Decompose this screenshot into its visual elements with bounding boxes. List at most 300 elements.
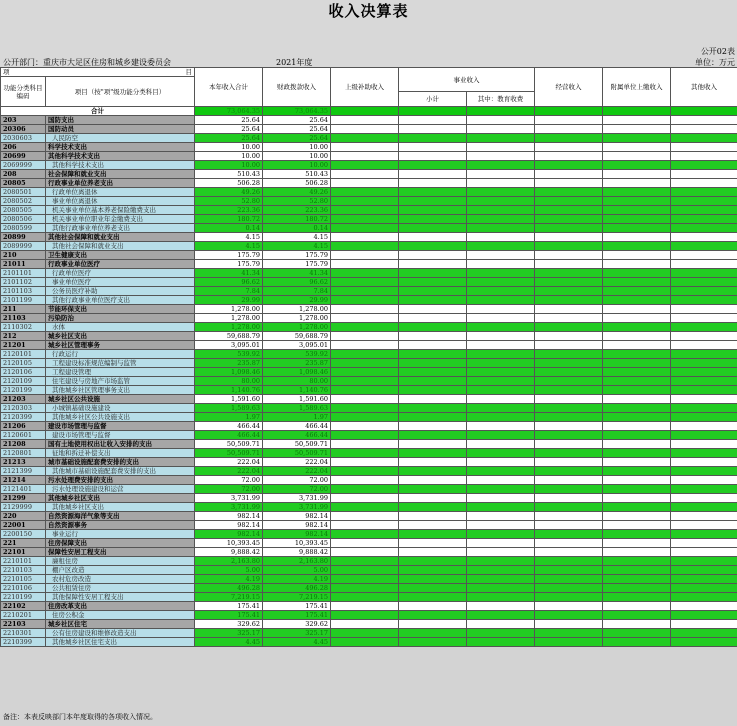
cell-empty[interactable] [535,116,603,125]
cell-empty[interactable] [467,395,535,404]
cell-name[interactable]: 其他城乡社区管理事务支出 [46,386,195,395]
cell-empty[interactable] [331,485,399,494]
cell-name[interactable]: 自然资源事务 [46,521,195,530]
cell-code[interactable]: 2210103 [1,566,46,575]
cell-empty[interactable] [467,134,535,143]
cell-total-income[interactable]: 10.00 [195,152,263,161]
cell-empty[interactable] [671,422,737,431]
cell-empty[interactable] [467,377,535,386]
cell-empty[interactable] [467,116,535,125]
cell-empty[interactable] [467,422,535,431]
cell-empty[interactable] [603,260,671,269]
cell-code[interactable]: 2121399 [1,467,46,476]
cell-total-income[interactable]: 4.15 [195,242,263,251]
cell-fiscal[interactable]: 175.79 [263,260,331,269]
cell-name[interactable]: 污染防治 [46,314,195,323]
cell-fiscal[interactable]: 222.04 [263,467,331,476]
cell-name[interactable]: 其他城乡社区住宅支出 [46,638,195,647]
cell-empty[interactable] [603,314,671,323]
cell-code[interactable]: 2120399 [1,413,46,422]
cell-empty[interactable] [331,296,399,305]
cell-code[interactable]: 2210301 [1,629,46,638]
cell-empty[interactable] [535,593,603,602]
cell-empty[interactable] [603,557,671,566]
cell-code[interactable]: 21213 [1,458,46,467]
cell-empty[interactable] [399,557,467,566]
cell-empty[interactable] [535,161,603,170]
cell-total-income[interactable]: 29.99 [195,296,263,305]
cell-fiscal[interactable]: 1,278.00 [263,323,331,332]
cell-empty[interactable] [535,314,603,323]
cell-empty[interactable] [399,233,467,242]
cell-empty[interactable] [535,512,603,521]
cell-fiscal[interactable]: 3,731.99 [263,503,331,512]
cell-empty[interactable] [331,413,399,422]
cell-empty[interactable] [603,530,671,539]
cell-empty[interactable] [671,584,737,593]
cell-empty[interactable] [467,557,535,566]
cell-empty[interactable] [671,440,737,449]
cell-empty[interactable] [671,485,737,494]
cell-empty[interactable] [671,215,737,224]
cell-empty[interactable] [331,467,399,476]
cell-empty[interactable] [671,377,737,386]
cell-fiscal[interactable]: 180.72 [263,215,331,224]
cell-empty[interactable] [603,251,671,260]
cell-empty[interactable] [331,287,399,296]
cell-empty[interactable] [399,287,467,296]
cell-empty[interactable] [331,278,399,287]
cell-name[interactable]: 建设市场管理与监督 [46,422,195,431]
cell-name[interactable]: 污水处理设施建设和运营 [46,485,195,494]
cell-fiscal[interactable]: 59,688.79 [263,332,331,341]
cell-empty[interactable] [535,377,603,386]
cell-empty[interactable] [603,107,671,116]
cell-empty[interactable] [671,260,737,269]
cell-empty[interactable] [331,422,399,431]
cell-empty[interactable] [467,503,535,512]
cell-empty[interactable] [671,620,737,629]
cell-code[interactable]: 21201 [1,341,46,350]
cell-empty[interactable] [467,494,535,503]
cell-empty[interactable] [603,431,671,440]
cell-fiscal[interactable]: 982.14 [263,512,331,521]
cell-empty[interactable] [535,287,603,296]
cell-empty[interactable] [535,170,603,179]
cell-code[interactable]: 203 [1,116,46,125]
cell-empty[interactable] [535,179,603,188]
cell-empty[interactable] [331,197,399,206]
cell-empty[interactable] [671,107,737,116]
cell-empty[interactable] [603,548,671,557]
cell-empty[interactable] [331,386,399,395]
cell-empty[interactable] [467,323,535,332]
cell-code[interactable]: 2069999 [1,161,46,170]
cell-empty[interactable] [603,404,671,413]
cell-total-income[interactable]: 50,509.71 [195,440,263,449]
cell-empty[interactable] [467,161,535,170]
cell-empty[interactable] [399,170,467,179]
cell-empty[interactable] [671,566,737,575]
cell-empty[interactable] [671,602,737,611]
cell-fiscal[interactable]: 0.14 [263,224,331,233]
cell-empty[interactable] [671,161,737,170]
cell-empty[interactable] [535,332,603,341]
cell-total-income[interactable]: 25.64 [195,125,263,134]
cell-empty[interactable] [467,350,535,359]
cell-empty[interactable] [603,224,671,233]
cell-fiscal[interactable]: 2,163.80 [263,557,331,566]
cell-empty[interactable] [603,440,671,449]
cell-empty[interactable] [467,332,535,341]
cell-empty[interactable] [331,233,399,242]
cell-empty[interactable] [467,386,535,395]
cell-empty[interactable] [671,278,737,287]
cell-empty[interactable] [535,494,603,503]
cell-empty[interactable] [331,638,399,647]
cell-empty[interactable] [603,161,671,170]
cell-empty[interactable] [399,368,467,377]
cell-total-income[interactable]: 5.00 [195,566,263,575]
cell-empty[interactable] [399,638,467,647]
cell-fiscal[interactable]: 175.41 [263,602,331,611]
cell-empty[interactable] [331,593,399,602]
cell-empty[interactable] [671,449,737,458]
cell-fiscal[interactable]: 96.62 [263,278,331,287]
cell-empty[interactable] [535,413,603,422]
cell-name[interactable]: 住房保障支出 [46,539,195,548]
cell-empty[interactable] [467,602,535,611]
cell-empty[interactable] [671,251,737,260]
cell-empty[interactable] [603,602,671,611]
cell-fiscal[interactable]: 80.00 [263,377,331,386]
cell-empty[interactable] [535,566,603,575]
cell-empty[interactable] [399,314,467,323]
cell-empty[interactable] [331,161,399,170]
cell-empty[interactable] [603,359,671,368]
cell-empty[interactable] [535,638,603,647]
cell-code[interactable]: 21103 [1,314,46,323]
cell-empty[interactable] [671,404,737,413]
cell-empty[interactable] [671,269,737,278]
cell-empty[interactable] [603,521,671,530]
cell-empty[interactable] [535,251,603,260]
cell-empty[interactable] [331,584,399,593]
cell-empty[interactable] [671,242,737,251]
cell-empty[interactable] [467,278,535,287]
cell-empty[interactable] [603,197,671,206]
cell-empty[interactable] [399,278,467,287]
cell-empty[interactable] [467,629,535,638]
cell-empty[interactable] [535,530,603,539]
cell-empty[interactable] [535,395,603,404]
cell-empty[interactable] [535,296,603,305]
cell-total-income[interactable]: 982.14 [195,521,263,530]
cell-total-income[interactable]: 3,731.99 [195,494,263,503]
cell-total-income[interactable]: 41.34 [195,269,263,278]
cell-fiscal[interactable]: 982.14 [263,530,331,539]
cell-empty[interactable] [671,503,737,512]
cell-code[interactable]: 2120199 [1,386,46,395]
cell-code[interactable]: 2101101 [1,269,46,278]
cell-fiscal[interactable]: 329.62 [263,620,331,629]
cell-total-income[interactable]: 1,098.46 [195,368,263,377]
cell-empty[interactable] [671,476,737,485]
cell-empty[interactable] [671,206,737,215]
cell-total-income[interactable]: 466.44 [195,422,263,431]
cell-empty[interactable] [331,206,399,215]
cell-empty[interactable] [467,188,535,197]
cell-empty[interactable] [331,395,399,404]
cell-empty[interactable] [467,485,535,494]
cell-fiscal[interactable]: 73,064.35 [263,107,331,116]
cell-total-income[interactable]: 466.44 [195,431,263,440]
cell-empty[interactable] [603,467,671,476]
cell-code[interactable]: 2120303 [1,404,46,413]
cell-empty[interactable] [671,629,737,638]
cell-empty[interactable] [603,386,671,395]
cell-empty[interactable] [467,341,535,350]
total-label[interactable]: 合计 [1,107,195,116]
cell-name[interactable]: 建设市场管理与监督 [46,431,195,440]
cell-code[interactable]: 2120106 [1,368,46,377]
cell-empty[interactable] [603,377,671,386]
cell-empty[interactable] [331,494,399,503]
cell-empty[interactable] [399,485,467,494]
cell-code[interactable]: 21299 [1,494,46,503]
cell-empty[interactable] [331,611,399,620]
cell-empty[interactable] [399,260,467,269]
cell-empty[interactable] [331,629,399,638]
cell-fiscal[interactable]: 49.26 [263,188,331,197]
cell-empty[interactable] [399,161,467,170]
cell-empty[interactable] [535,224,603,233]
cell-name[interactable]: 公务员医疗补助 [46,287,195,296]
cell-code[interactable]: 21208 [1,440,46,449]
cell-empty[interactable] [467,242,535,251]
cell-fiscal[interactable]: 72.00 [263,476,331,485]
cell-name[interactable]: 公共租赁住房 [46,584,195,593]
cell-empty[interactable] [331,620,399,629]
cell-empty[interactable] [331,188,399,197]
cell-empty[interactable] [671,395,737,404]
cell-total-income[interactable]: 59,688.79 [195,332,263,341]
cell-name[interactable]: 机关事业单位职业年金缴费支出 [46,215,195,224]
cell-fiscal[interactable]: 223.36 [263,206,331,215]
cell-total-income[interactable]: 1,278.00 [195,314,263,323]
cell-empty[interactable] [331,602,399,611]
cell-empty[interactable] [399,521,467,530]
cell-name[interactable]: 行政运行 [46,350,195,359]
cell-empty[interactable] [399,539,467,548]
cell-fiscal[interactable]: 1,278.00 [263,314,331,323]
cell-empty[interactable] [603,206,671,215]
cell-name[interactable]: 其他城乡社区支出 [46,503,195,512]
cell-empty[interactable] [603,179,671,188]
cell-empty[interactable] [535,305,603,314]
cell-empty[interactable] [399,323,467,332]
cell-empty[interactable] [399,242,467,251]
cell-empty[interactable] [603,539,671,548]
cell-empty[interactable] [671,179,737,188]
cell-total-income[interactable]: 96.62 [195,278,263,287]
cell-fiscal[interactable]: 7.84 [263,287,331,296]
cell-empty[interactable] [399,197,467,206]
cell-empty[interactable] [535,278,603,287]
cell-empty[interactable] [603,575,671,584]
cell-name[interactable]: 其他科学技术支出 [46,152,195,161]
cell-empty[interactable] [399,404,467,413]
cell-name[interactable]: 事业运行 [46,530,195,539]
cell-fiscal[interactable]: 10.00 [263,152,331,161]
cell-empty[interactable] [467,593,535,602]
cell-total-income[interactable]: 1,591.60 [195,395,263,404]
cell-empty[interactable] [467,404,535,413]
cell-fiscal[interactable]: 50,509.71 [263,440,331,449]
cell-empty[interactable] [671,521,737,530]
cell-empty[interactable] [331,107,399,116]
cell-name[interactable]: 机关事业单位基本养老保险缴费支出 [46,206,195,215]
cell-empty[interactable] [399,548,467,557]
cell-code[interactable]: 211 [1,305,46,314]
cell-fiscal[interactable]: 222.04 [263,458,331,467]
cell-empty[interactable] [671,557,737,566]
cell-empty[interactable] [603,278,671,287]
cell-name[interactable]: 保障性安居工程支出 [46,548,195,557]
cell-empty[interactable] [603,116,671,125]
cell-empty[interactable] [535,548,603,557]
cell-empty[interactable] [467,620,535,629]
cell-empty[interactable] [671,152,737,161]
cell-name[interactable]: 节能环保支出 [46,305,195,314]
cell-name[interactable]: 科学技术支出 [46,143,195,152]
cell-fiscal[interactable]: 175.41 [263,611,331,620]
cell-empty[interactable] [399,584,467,593]
cell-fiscal[interactable]: 510.43 [263,170,331,179]
cell-empty[interactable] [467,107,535,116]
cell-code[interactable]: 2030603 [1,134,46,143]
cell-code[interactable]: 2110302 [1,323,46,332]
cell-empty[interactable] [603,287,671,296]
cell-empty[interactable] [671,386,737,395]
cell-empty[interactable] [467,305,535,314]
cell-empty[interactable] [671,143,737,152]
cell-code[interactable]: 2101199 [1,296,46,305]
cell-empty[interactable] [603,134,671,143]
cell-empty[interactable] [603,620,671,629]
cell-total-income[interactable]: 222.04 [195,458,263,467]
cell-fiscal[interactable]: 235.87 [263,359,331,368]
cell-empty[interactable] [331,323,399,332]
cell-empty[interactable] [603,485,671,494]
cell-empty[interactable] [467,224,535,233]
cell-empty[interactable] [399,575,467,584]
cell-empty[interactable] [535,206,603,215]
cell-fiscal[interactable]: 4.15 [263,233,331,242]
cell-empty[interactable] [331,575,399,584]
cell-total-income[interactable]: 506.28 [195,179,263,188]
cell-empty[interactable] [603,395,671,404]
cell-empty[interactable] [671,125,737,134]
cell-empty[interactable] [467,287,535,296]
cell-name[interactable]: 工程建设管理 [46,368,195,377]
cell-code[interactable]: 221 [1,539,46,548]
cell-total-income[interactable]: 180.72 [195,215,263,224]
cell-name[interactable]: 行政单位离退休 [46,188,195,197]
cell-empty[interactable] [467,467,535,476]
cell-fiscal[interactable]: 25.64 [263,125,331,134]
cell-total-income[interactable]: 175.41 [195,611,263,620]
cell-name[interactable]: 住房改革支出 [46,602,195,611]
cell-total-income[interactable]: 1,278.00 [195,305,263,314]
cell-name[interactable]: 其他城市基础设施配套费安排的支出 [46,467,195,476]
cell-code[interactable]: 2210399 [1,638,46,647]
cell-empty[interactable] [671,188,737,197]
cell-empty[interactable] [467,611,535,620]
cell-empty[interactable] [535,521,603,530]
cell-code[interactable]: 22101 [1,548,46,557]
cell-empty[interactable] [331,566,399,575]
cell-fiscal[interactable]: 1,589.63 [263,404,331,413]
cell-empty[interactable] [535,260,603,269]
cell-empty[interactable] [671,314,737,323]
cell-empty[interactable] [399,341,467,350]
cell-fiscal[interactable]: 1.97 [263,413,331,422]
cell-empty[interactable] [399,179,467,188]
cell-empty[interactable] [399,449,467,458]
cell-empty[interactable] [331,332,399,341]
cell-empty[interactable] [671,368,737,377]
cell-fiscal[interactable]: 4.19 [263,575,331,584]
cell-empty[interactable] [535,134,603,143]
cell-code[interactable]: 220 [1,512,46,521]
cell-empty[interactable] [535,584,603,593]
cell-name[interactable]: 城乡社区公共设施 [46,395,195,404]
cell-empty[interactable] [535,242,603,251]
cell-empty[interactable] [399,440,467,449]
cell-empty[interactable] [331,134,399,143]
cell-empty[interactable] [603,305,671,314]
cell-code[interactable]: 2129999 [1,503,46,512]
cell-empty[interactable] [535,359,603,368]
cell-name[interactable]: 其他社会保障和就业支出 [46,233,195,242]
cell-name[interactable]: 行政事业单位养老支出 [46,179,195,188]
cell-empty[interactable] [671,170,737,179]
cell-empty[interactable] [331,404,399,413]
cell-empty[interactable] [467,449,535,458]
cell-empty[interactable] [467,584,535,593]
cell-total-income[interactable]: 7,219.15 [195,593,263,602]
cell-empty[interactable] [671,467,737,476]
cell-empty[interactable] [331,341,399,350]
cell-total-income[interactable]: 1,140.76 [195,386,263,395]
cell-code[interactable]: 2210106 [1,584,46,593]
cell-fiscal[interactable]: 5.00 [263,566,331,575]
cell-empty[interactable] [467,296,535,305]
cell-empty[interactable] [399,251,467,260]
cell-name[interactable]: 行政单位医疗 [46,269,195,278]
cell-total-income[interactable]: 2,163.80 [195,557,263,566]
cell-empty[interactable] [331,368,399,377]
cell-code[interactable]: 22103 [1,620,46,629]
cell-empty[interactable] [467,197,535,206]
cell-empty[interactable] [603,242,671,251]
cell-total-income[interactable]: 0.14 [195,224,263,233]
cell-code[interactable]: 20805 [1,179,46,188]
cell-code[interactable]: 2121401 [1,485,46,494]
cell-empty[interactable] [399,305,467,314]
cell-name[interactable]: 城乡社区管理事务 [46,341,195,350]
